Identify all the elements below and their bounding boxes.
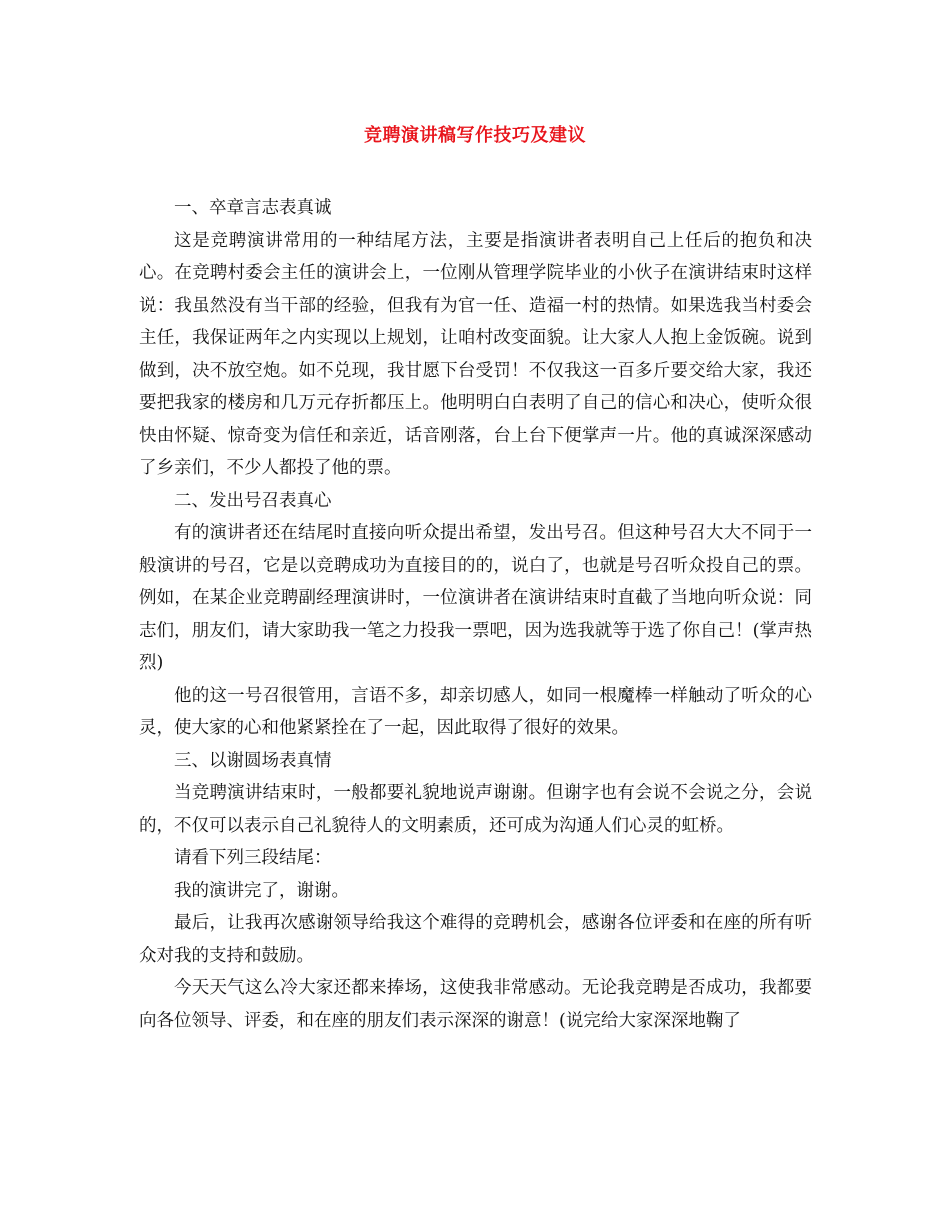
section-heading-1: 一、卒章言志表真诚 [174, 198, 332, 218]
paragraph: 当竞聘演讲结束时，一般都要礼貌地说声谢谢。但谢字也有会说不会说之分，会说的，不仅可以表示自己礼貌待人的文明素质，还可成为沟通人们心灵的虹桥。 [139, 783, 812, 836]
section-heading-3: 三、以谢圆场表真情 [174, 750, 332, 771]
document-body [139, 192, 812, 1037]
section-heading-2: 二、发出号召表真心 [174, 490, 332, 511]
paragraph: 最后，让我再次感谢领导给我这个难得的竞聘机会，感谢各位评委和在座的所有听众对我的支持和鼓励。 [139, 913, 812, 966]
paragraph: 我的演讲完了，谢谢。 [174, 880, 349, 901]
paragraph: 今天天气这么冷大家还都来捧场，这使我非常感动。无论我竞聘是否成功，我都要向各位领导、评委，和在座的朋友们表示深深的谢意！(说完给大家深深地鞠了 [139, 978, 812, 1031]
document-title: 竞聘演讲稿写作技巧及建议 [364, 125, 586, 146]
paragraph: 他的这一号召很管用，言语不多，却亲切感人，如同一根魔棒一样触动了听众的心灵，使大家的心和他紧紧拴在了一起，因此取得了很好的效果。 [139, 685, 812, 738]
paragraph: 这是竞聘演讲常用的一种结尾方法，主要是指演讲者表明自己上任后的抱负和决心。在竞聘村委会主任的演讲会上，一位刚从管理学院毕业的小伙子在演讲结束时这样说：我虽然没有当干部的经验，但我有为官一任、造福一村的热情。如果选我当村委会主任，我保证两年之内实现以上规划，让咱村改变面貌。让大家人人抱上金饭碗。说到做到，决不放空炮。如不兑现，我甘愿下台受罚！不仅我这一百多斤要交给大家，我还要把我家的楼房和几万元存折都压上。他明明白白表明了自己的信心和决心，使听众很快由怀疑、惊奇变为信任和亲近，话音刚落，台上台下便掌声一片。他的真诚深深感动了乡亲们，不少人都投了他的票。 [139, 230, 812, 478]
paragraph: 有的演讲者还在结尾时直接向听众提出希望，发出号召。但这种号召大大不同于一般演讲的号召，它是以竞聘成功为直接目的的，说白了，也就是号召听众投自己的票。例如，在某企业竞聘副经理演讲时，一位演讲者在演讲结束时直截了当地向听众说：同志们，朋友们，请大家助我一笔之力投我一票吧，因为选我就等于选了你自己！(掌声热烈) [139, 523, 812, 673]
paragraph: 请看下列三段结尾： [174, 848, 332, 868]
